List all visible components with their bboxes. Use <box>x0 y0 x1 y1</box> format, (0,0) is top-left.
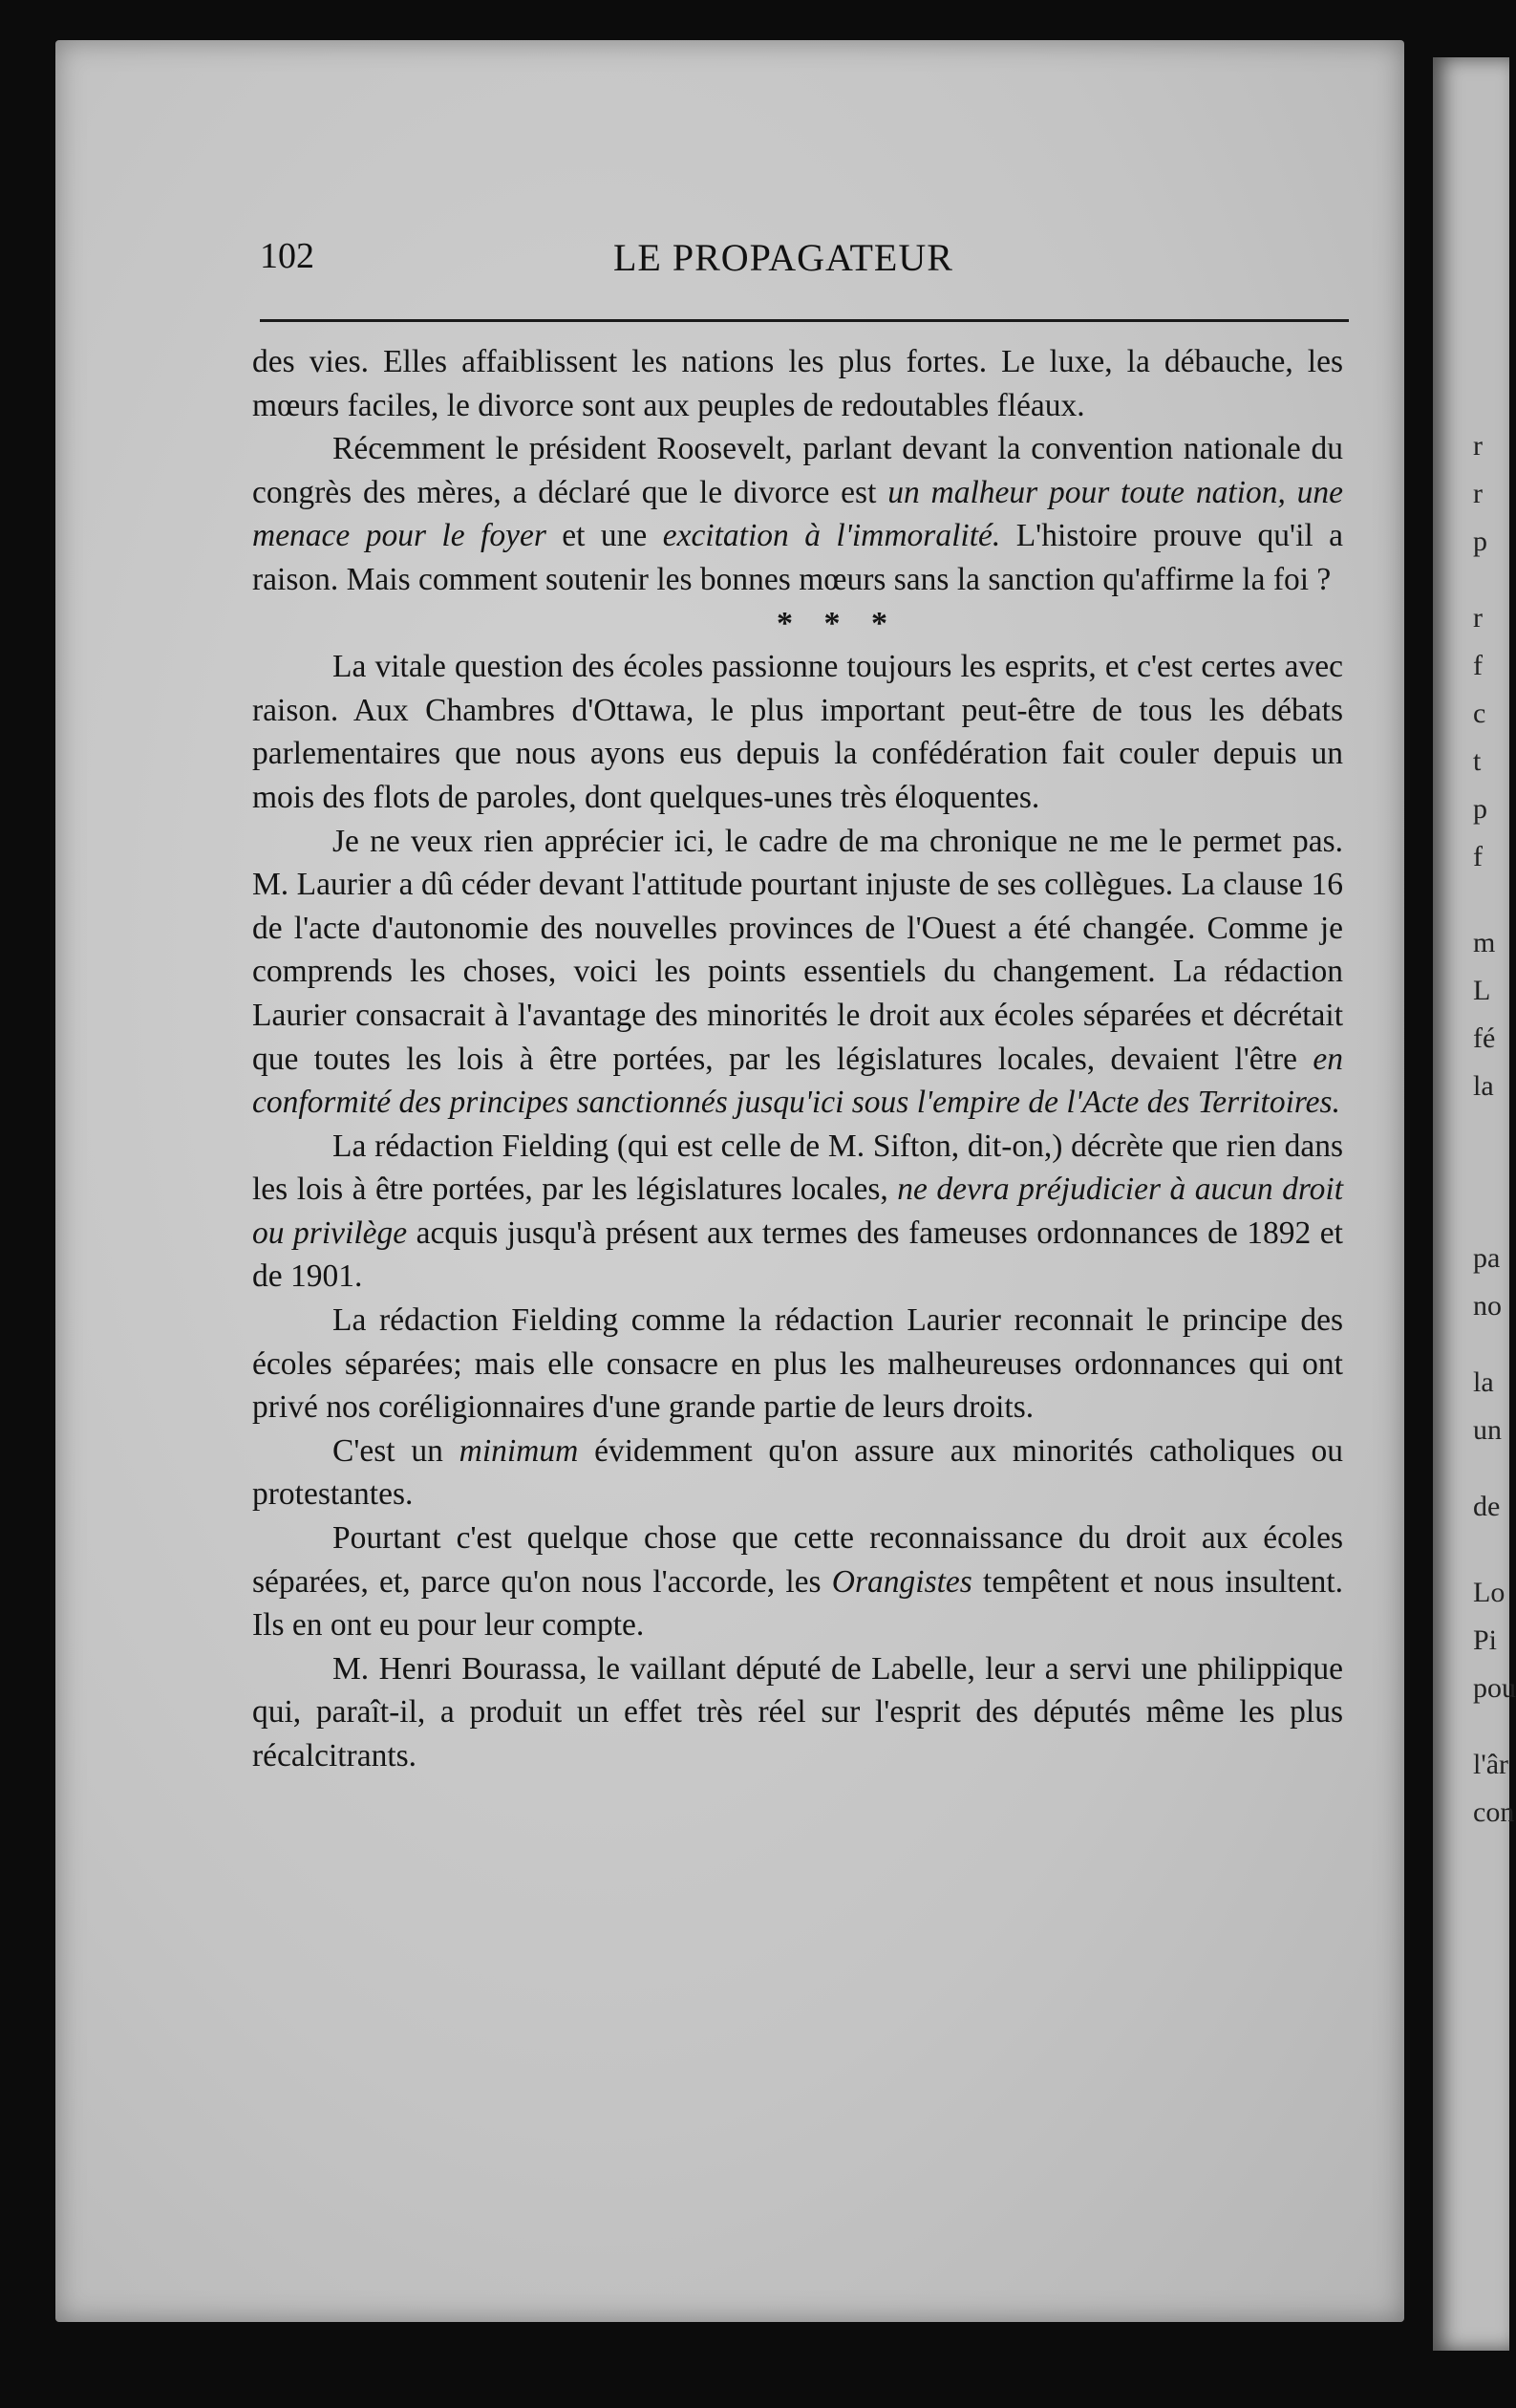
facing-fragment: un <box>1473 1414 1502 1446</box>
body-text <box>252 340 1343 1778</box>
facing-fragment: Lo <box>1473 1577 1505 1608</box>
facing-fragment: r <box>1473 478 1483 509</box>
header-rule <box>260 319 1349 322</box>
paragraph: Pourtant c'est quelque chose que cette reconnaissance du droit aux écoles séparées, et, parce qu'on nous l'accorde, les Orangistes tempêtent et nous insultent. Ils en ont eu pour leur compte. <box>252 1520 1343 1644</box>
facing-fragment: p <box>1473 793 1487 825</box>
facing-fragment: p <box>1473 526 1487 557</box>
facing-page-edge <box>1433 57 1516 2351</box>
facing-fragment: Pi <box>1473 1624 1498 1656</box>
section-separator: * * * <box>777 605 899 641</box>
page-header <box>260 235 1349 287</box>
facing-fragment: c <box>1473 698 1486 729</box>
facing-fragment: de <box>1473 1491 1501 1522</box>
facing-fragment: la <box>1473 1366 1494 1398</box>
paragraph: La rédaction Fielding comme la rédaction Laurier reconnait le principe des écoles séparées; mais elle consacre en plus les malheureuses ordonnances qui ont privé nos coréligionnaires d'une grande partie de leurs droits. <box>252 1302 1343 1426</box>
running-title: LE PROPAGATEUR <box>613 236 953 279</box>
paragraph: M. Henri Bourassa, le vaillant député de Labelle, leur a servi une philippique qui, paraît-il, a produit un effet très réel sur l'esprit des députés même les plus récalcitrants. <box>252 1650 1343 1774</box>
facing-fragment: f <box>1473 650 1483 681</box>
facing-fragment: fé <box>1473 1022 1496 1054</box>
facing-fragment: m <box>1473 927 1496 958</box>
facing-fragment: pa <box>1473 1242 1501 1274</box>
paragraph: La rédaction Fielding (qui est celle de M. Sifton, dit-on,) décrète que rien dans les lois à être portées, par les législatures locales, ne devra préjudicier à aucun droit ou privilège acquis jusqu'à présent aux termes des fameuses ordonnances de 1892 et de 1901. <box>252 1128 1344 1295</box>
facing-fragment: pou <box>1473 1672 1516 1704</box>
page-number: 102 <box>260 236 314 276</box>
paragraph: des vies. Elles affaiblissent les nations les plus fortes. Le luxe, la débauche, les mœurs faciles, le divorce sont aux peuples de redoutables fléaux. <box>252 344 1343 423</box>
facing-fragment: L <box>1473 975 1491 1006</box>
facing-fragment: t <box>1473 745 1482 777</box>
paragraph: La vitale question des écoles passionne toujours les esprits, et c'est certes avec raison. Aux Chambres d'Ottawa, le plus important peut-être de tous les débats parlementaires que nous ayons eus depuis la confédération fait couler depuis un mois des flots de paroles, dont quelques-unes très éloquentes. <box>252 649 1343 815</box>
paragraph: Récemment le président Roosevelt, parlant devant la convention nationale du congrès des mères, a déclaré que le divorce est un malheur pour toute nation, une menace pour le foyer et une excitation à l'immoralité. L'histoire prouve qu'il a raison. Mais comment soutenir les bonnes mœurs sans la sanction qu'affirme la foi ? <box>252 431 1344 597</box>
paragraph: Je ne veux rien apprécier ici, le cadre de ma chronique ne me le permet pas. M. Laurier a dû céder devant l'attitude pourtant injuste de ses collègues. La clause 16 de l'acte d'autonomie des nouvelles provinces de l'Ouest a été changée. Comme je comprends les choses, voici les points essentiels du changement. La rédaction Laurier consacrait à l'avantage des minorités le droit aux écoles séparées et décrétait que toutes les lois à être portées, par les législatures locales, devaient l'être en conformité des principes sanctionnés jusqu'ici sous l'empire de l'Acte des Territoires. <box>252 823 1343 1121</box>
paragraph: C'est un minimum évidemment qu'on assure aux minorités catholiques ou protestantes. <box>252 1432 1343 1513</box>
facing-fragment: no <box>1473 1290 1502 1322</box>
facing-fragment: l'âr <box>1473 1749 1509 1780</box>
facing-fragment: r <box>1473 602 1483 634</box>
facing-fragment: con <box>1473 1796 1515 1828</box>
facing-fragment: la <box>1473 1070 1494 1102</box>
facing-fragment: r <box>1473 430 1483 462</box>
facing-fragment: f <box>1473 841 1483 872</box>
